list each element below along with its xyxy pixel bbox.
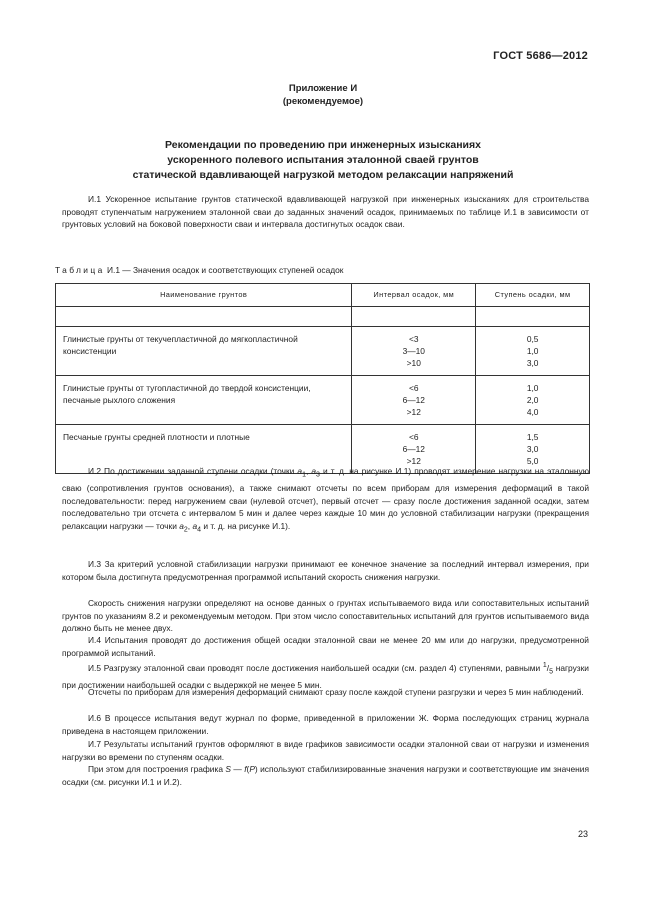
interval-value: >10 <box>406 358 421 368</box>
subscript: 2 <box>183 526 188 534</box>
text-run: , <box>305 466 312 476</box>
text-run: При этом для построения графика <box>88 764 226 774</box>
title-line-2: ускоренного полевого испытания эталонной сваей грунтов <box>167 154 479 166</box>
table-row <box>56 327 590 376</box>
header-interval: Интервал осадок, мм <box>352 284 476 307</box>
text-run: И.2 По достижении заданной ступени осадки (точки <box>88 466 298 476</box>
fraction-denominator: 5 <box>549 668 554 676</box>
subscript: 4 <box>197 526 201 534</box>
text-run: , <box>187 520 193 531</box>
appendix-subtitle: (рекомендуемое) <box>282 96 364 107</box>
text-run: — <box>231 764 245 774</box>
interval-value: <6 <box>408 383 419 393</box>
title-line-3: статической вдавливающей нагрузкой методом релаксации напряжений <box>132 169 514 181</box>
table-row <box>56 376 590 425</box>
paragraph-i4: И.4 Испытания проводят до достижения общей осадки эталонной сваи не менее 20 мм или до нагрузки, предусмотренной программой испытаний. <box>62 635 589 658</box>
text-run: ( <box>246 764 250 774</box>
table-caption-label: Таблица <box>55 265 105 275</box>
paragraph-readings: Отсчеты по приборам для измерения деформаций снимают сразу после каждой ступени разгрузки и через 5 мин наблюдений. <box>88 687 584 697</box>
table-header-row <box>56 284 590 307</box>
interval-value: >12 <box>406 456 421 466</box>
title-line-1: Рекомендации по проведению при инженерных изысканиях <box>165 139 481 151</box>
paragraph-i7: И.7 Результаты испытаний грунтов оформляют в виде графиков зависимости осадки эталонной сваи от нагрузки и изменения нагрузки во времени по ступеням осадки. <box>62 739 589 762</box>
symbol-a: а <box>311 466 317 476</box>
symbol-a: а <box>297 466 303 476</box>
interval-value: >12 <box>406 407 421 417</box>
table-gap <box>56 307 590 327</box>
interval-cell <box>352 376 476 425</box>
paragraph-i5: И.5 Разгрузку эталонной сваи проводят после достижения наибольшей осадки (см. раздел 4) ступенями, равными $^1/_5$ нагрузки при достижении наибольшей осадки с выдержкой не менее 5 мин. <box>62 662 589 690</box>
symbol-s: S <box>225 764 231 774</box>
text-run: И.5 Разгрузку эталонной сваи проводят после достижения наибольшей осадки (см. раздел 4) ступенями, равными <box>88 662 543 673</box>
step-value: 2,0 <box>526 395 539 405</box>
symbol-p: P <box>249 764 255 774</box>
header-soil: Наименование грунтов <box>56 284 352 307</box>
interval-value: 6—12 <box>402 395 425 405</box>
document-title <box>0 138 646 183</box>
subscript: 3 <box>316 471 320 479</box>
subscript: 1 <box>302 471 306 479</box>
step-cell <box>476 327 590 376</box>
appendix-title: Приложение И <box>288 83 358 94</box>
settlement-table <box>55 283 590 474</box>
interval-value: 3—10 <box>402 346 425 356</box>
step-value: 4,0 <box>526 407 539 417</box>
fraction-numerator: 1 <box>542 662 547 669</box>
interval-value: <6 <box>408 432 419 442</box>
paragraph-i3: И.3 За критерий условной стабилизации нагрузки принимают ее конечное значение за последний интервал измерения, при котором была достигнута предусмотренная программой испытаний скорость снижения нагрузки. <box>62 559 589 582</box>
soil-cell: Песчаные грунты средней плотности и плотные <box>56 425 352 474</box>
table-caption <box>55 265 343 275</box>
interval-value: <3 <box>408 334 419 344</box>
interval-value: 6—12 <box>402 444 425 454</box>
soil-cell: Глинистые грунты от тугопластичной до твердой консистенции, песчаные рыхлого сложения <box>56 376 352 425</box>
text-run: и т. д. на рисунке И.1). <box>201 520 291 531</box>
symbol-f: f <box>244 764 247 774</box>
step-value: 3,0 <box>526 444 539 454</box>
step-value: 1,0 <box>526 383 539 393</box>
page-number: 23 <box>577 829 588 839</box>
symbol-a: а <box>179 520 184 531</box>
text-run: и т. д. на рисунке И.1) проводят измерение нагрузки на эталонную сваю (сопротивления грунтов основания), а также снимают отсчеты по всем приборам для измерения деформаций в такой последовательности: перед нагружением сваи (нулевой отсчет), первый отсчет — сразу после достижения заданной осадки, затем последовательно три отсчета с интервалом 5 мин и далее через каждые 10 мин до условной стабилизации нагрузки (прекращения релаксации нагрузки — точки <box>62 466 589 531</box>
paragraph-i2 <box>62 465 589 537</box>
paragraph-i6: И.6 В процессе испытания ведут журнал по форме, приведенной в приложении Ж. Форма последующих страниц журнала приведена в настоящем приложении. <box>62 713 589 736</box>
paragraph-speed: Скорость снижения нагрузки определяют на основе данных о грунтах испытываемого вида или сопоставительных испытаний грунтов по указаниям 8.2 и рекомендуемым методом. При этом число сопоставительных испытаний для грунтов испытываемого вида должно быть не менее двух. <box>62 598 589 633</box>
paragraph-graph <box>62 763 589 788</box>
text-run: ) используют стабилизированные значения нагрузки и соответствующие им значения осадки (см. рисунки И.1 и И.2). <box>62 764 589 787</box>
step-cell <box>476 376 590 425</box>
step-value: 5,0 <box>526 456 539 466</box>
appendix-heading <box>0 82 646 108</box>
step-value: 0,5 <box>526 334 539 344</box>
text-run: нагрузки при достижении наибольшей осадки с выдержкой не менее 5 мин. <box>62 662 589 690</box>
symbol-a: а <box>192 520 198 531</box>
header-step: Ступень осадки, мм <box>476 284 590 307</box>
soil-cell: Глинистые грунты от текучепластичной до мягкопластичной консистенции <box>56 327 352 376</box>
standard-header: ГОСТ 5686—2012 <box>493 50 588 62</box>
step-value: 1,5 <box>526 432 539 442</box>
interval-cell <box>352 327 476 376</box>
paragraph-i1: И.1 Ускоренное испытание грунтов статической вдавливающей нагрузкой при инженерных изысканиях для строительства проводят ступенчатым нагружением эталонной сваи до заданных значений осадок, принимаемых по таблице И.1 в зависимости от грунтовых условий на боковой поверхности сваи и интервала достигнутых осадок сваи. <box>62 194 589 229</box>
step-value: 3,0 <box>526 358 539 368</box>
step-value: 1,0 <box>526 346 539 356</box>
table-caption-text: И.1 — Значения осадок и соответствующих ступеней осадок <box>106 265 344 275</box>
